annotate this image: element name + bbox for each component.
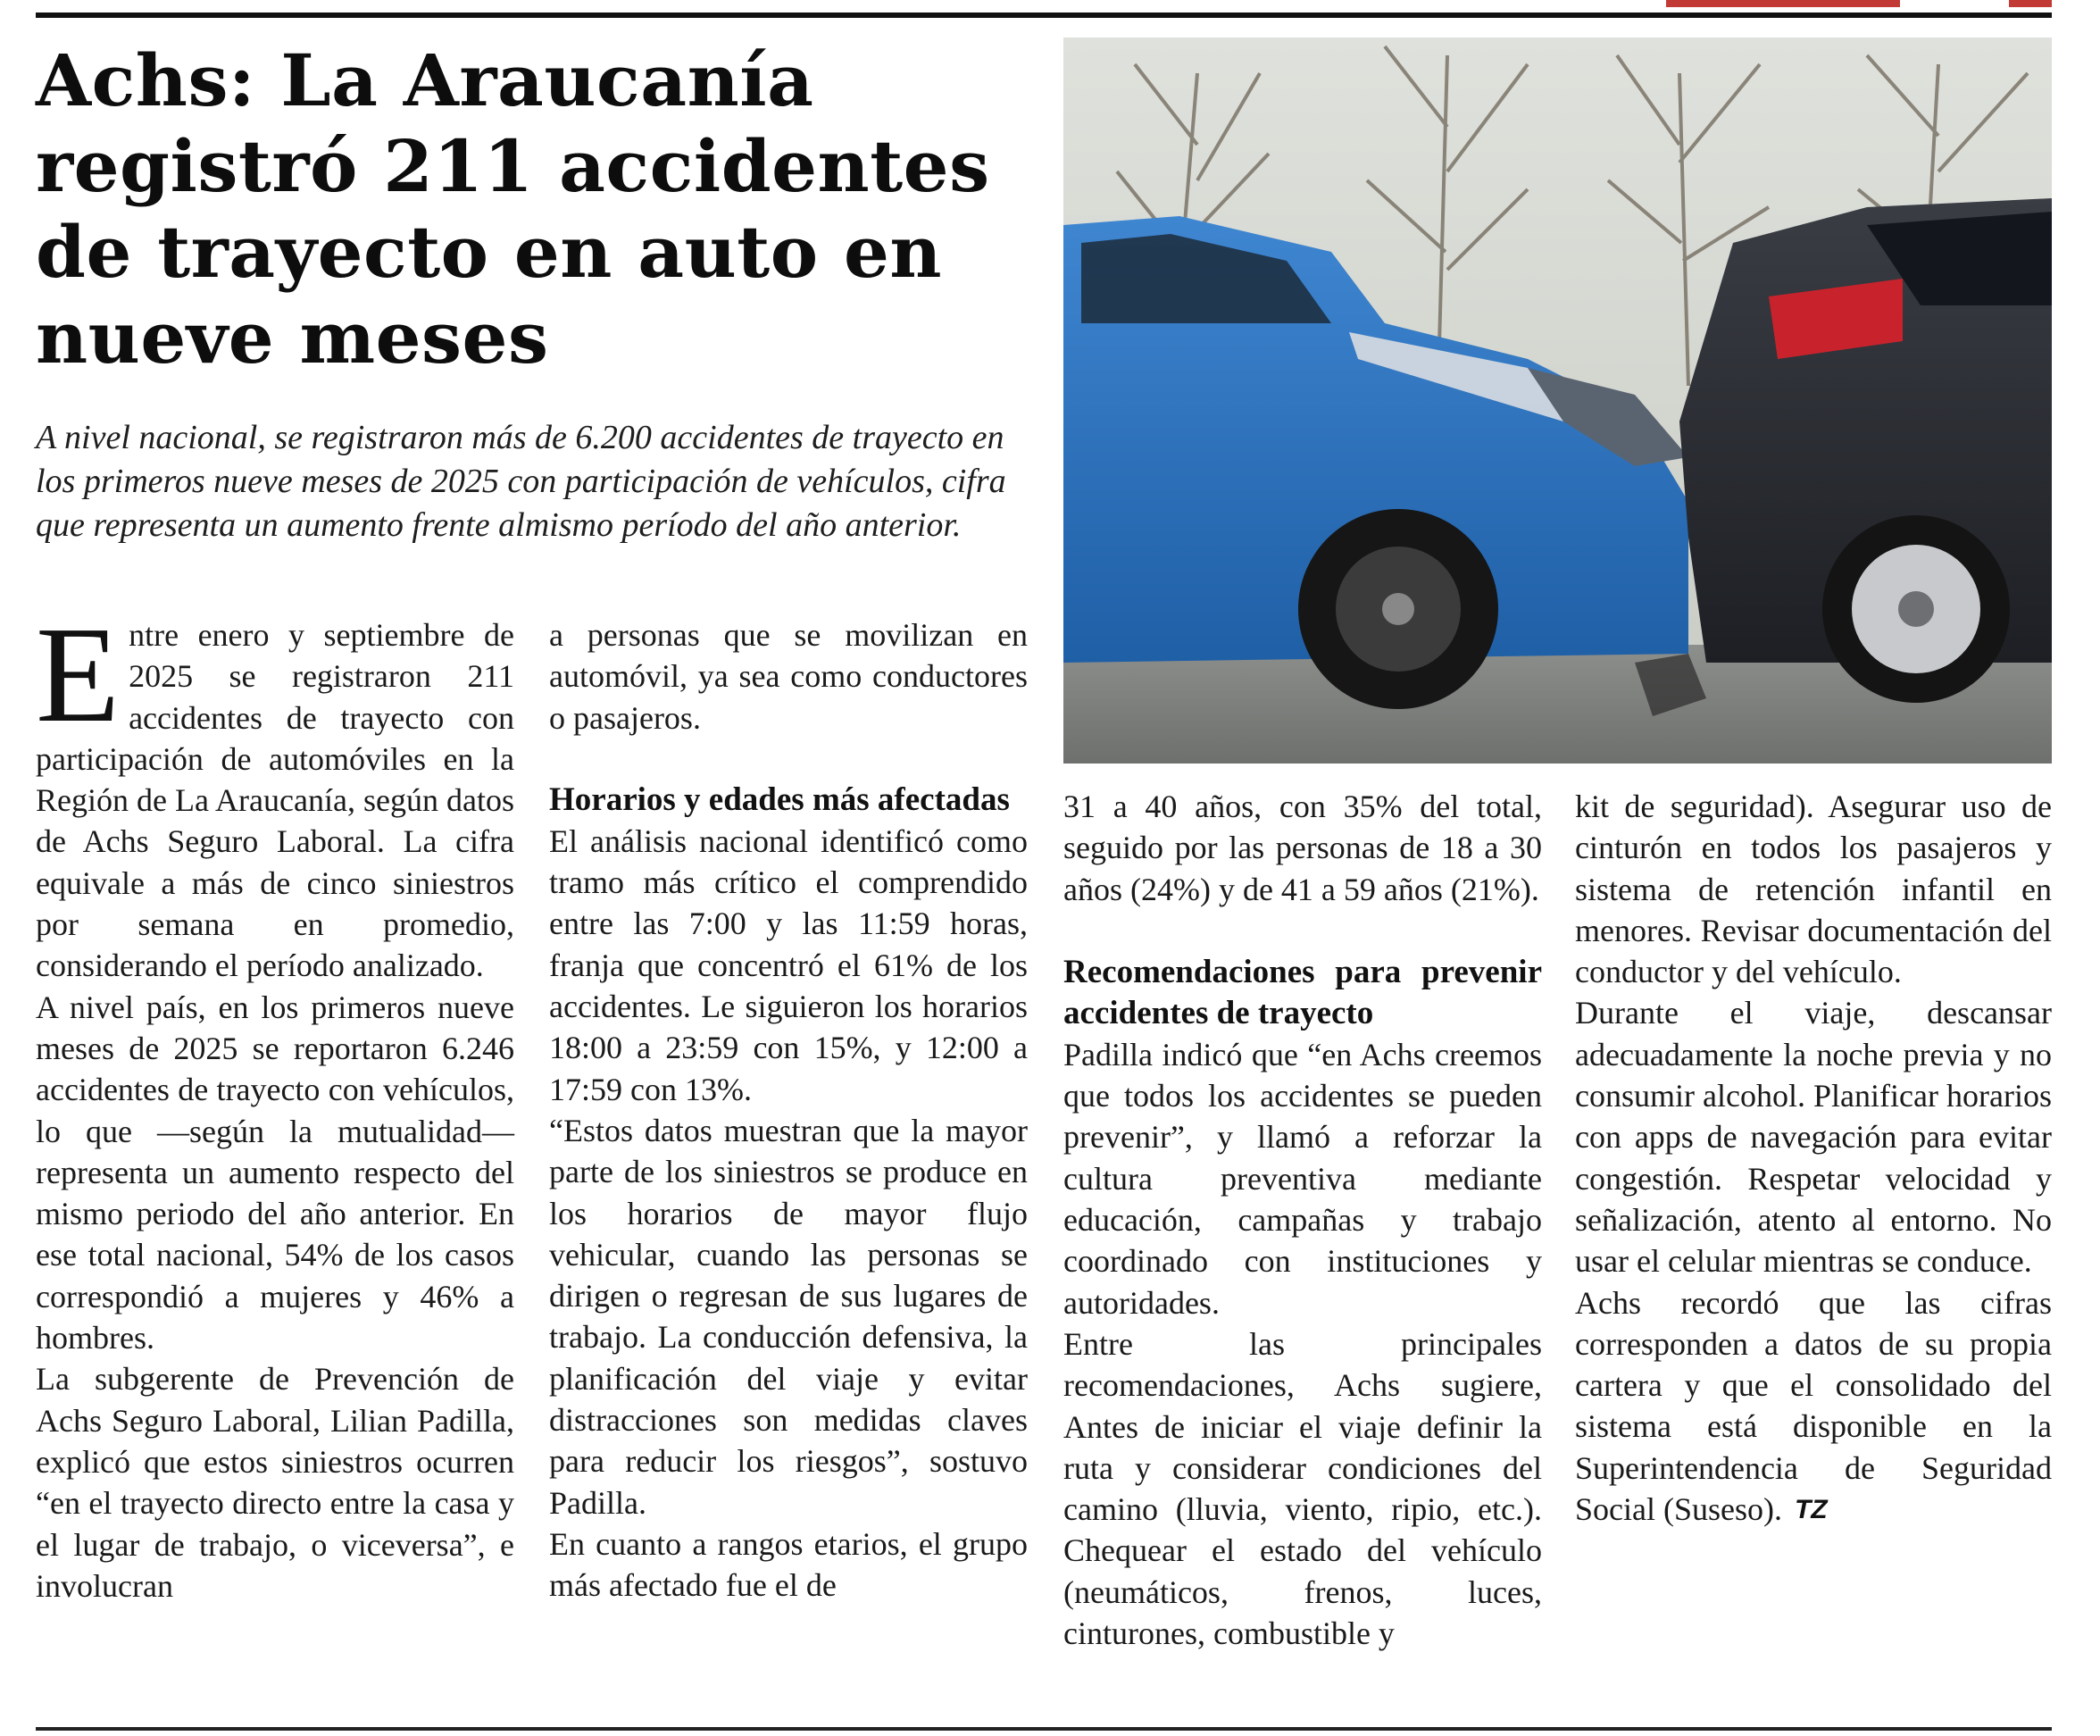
- paragraph-5: “Estos datos muestran que la mayor parte de los siniestros se produce en los horarios de mayor flujo vehicular, cuando las personas se dirigen o regresan de sus lugares de trabajo. La conducción defensiva, la planificación del viaje y evitar distracciones son medidas claves para reducir los riesgos”, sostuvo Padilla.: [549, 1112, 1028, 1521]
- paragraph-9: Durante el viaje, descansar adecuadamente la noche previa y no consumir alcohol. Planificar horarios con apps de navegación para evitar congestión. Respetar velocidad y señalización, atento al entorno. No usar el celular mientras se conduce.: [1575, 995, 2052, 1280]
- deck: A nivel nacional, se registraron más de 6.200 accidentes de trayecto en los primeros nueve meses de 2025 con participación de vehículos, cifra que representa un aumento frente almismo período del año anterior.: [36, 419, 1006, 544]
- paragraph-8-continued: kit de seguridad). Asegurar uso de cinturón en todos los pasajeros y sistema de retención infantil en menores. Revisar documentación del conductor y del vehículo.: [1575, 789, 2052, 990]
- column-2: [549, 614, 1028, 1607]
- paragraph-10-text: Achs recordó que las cifras corresponden a datos de su propia cartera y que el consolidado del sistema está disponible en la Superintendencia de Seguridad Social (Suseso).: [1575, 1284, 2052, 1528]
- paragraph-10: [1575, 1282, 2052, 1532]
- paragraph-4: El análisis nacional identificó como tramo más crítico el comprendido entre las 7:00 y las 11:59 horas, franja que concentró el 61% de los accidentes. Le siguieron los horarios 18:00 a 23:59 con 15%, y 12:00 a 17:59 con 13%.: [549, 822, 1028, 1107]
- paragraph-1: [36, 599, 514, 987]
- top-accent-tab: [1666, 0, 1900, 7]
- top-accent-tab-small: [2009, 0, 2052, 7]
- car-crash-illustration: [1063, 38, 2052, 764]
- paragraph-3: La subgerente de Prevención de Achs Seguro Laboral, Lilian Padilla, explicó que estos siniestros ocurren “en el trayecto directo entre la casa y el lugar de trabajo, o viceversa”, e involucran: [36, 1361, 514, 1604]
- end-mark-logo: TZ: [1794, 1495, 1828, 1525]
- paragraph-8: Entre las principales recomendaciones, Achs sugiere, Antes de iniciar el viaje definir la ruta y considerar condiciones del camino (lluvia, viento, ripio, etc.). Chequear el estado del vehículo (neumáticos, frenos, luces, cinturones, combustible y: [1063, 1325, 1542, 1652]
- spacer: [1063, 910, 1542, 952]
- drop-cap: E: [36, 599, 121, 751]
- paragraph-3-continued: a personas que se movilizan en automóvil, ya sea como conductores o pasajeros.: [549, 617, 1028, 736]
- paragraph-6: En cuanto a rangos etarios, el grupo más afectado fue el de: [549, 1525, 1028, 1604]
- paragraph-7: Padilla indicó que “en Achs creemos que todos los accidentes se pueden prevenir”, y llamó a reforzar la cultura preventiva mediante educación, campañas y trabajo coordinado con instituciones y autoridades.: [1063, 1036, 1542, 1321]
- crash-photo: [1063, 38, 2052, 764]
- paragraph-1-text: ntre enero y septiembre de 2025 se registraron 211 accidentes de trayecto con participación de automóviles en la Región de La Araucanía, según datos de Achs Seguro Laboral. La cifra equivale a más de cinco siniestros por semana en promedio, considerando el período analizado.: [36, 617, 514, 984]
- paragraph-6-continued: 31 a 40 años, con 35% del total, seguido por las personas de 18 a 30 años (24%) y de 41 a 59 años (21%).: [1063, 789, 1542, 907]
- bottom-rule: [36, 1727, 2052, 1731]
- paragraph-2: A nivel país, en los primeros nueve meses de 2025 se reportaron 6.246 accidentes de trayecto con vehículos, lo que —según la mutualidad— representa un aumento respecto del mismo periodo del año anterior. En ese total nacional, 54% de los casos correspondió a mujeres y 46% a hombres.: [36, 989, 514, 1356]
- subhead-horarios: Horarios y edades más afectadas: [549, 780, 1010, 818]
- column-4: [1575, 786, 2052, 1531]
- headline: Achs: La Araucanía registró 211 accidentes de trayecto en auto en nueve meses: [36, 38, 990, 380]
- column-3: [1063, 786, 1542, 1654]
- subhead-recomendaciones: Recomendaciones para prevenir accidentes de trayecto: [1063, 953, 1542, 1031]
- column-1: [36, 599, 514, 1607]
- spacer: [549, 739, 1028, 780]
- top-rule: [36, 13, 2052, 18]
